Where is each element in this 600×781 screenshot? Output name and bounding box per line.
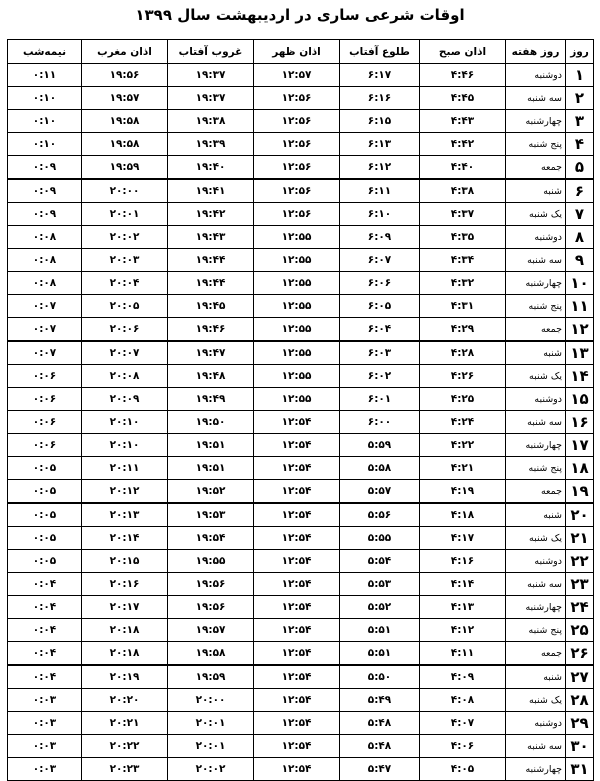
- cell-sunrise: ۵:۵۱: [340, 619, 420, 642]
- column-header-day: روز: [566, 40, 594, 64]
- cell-dhuhr: ۱۲:۵۴: [254, 758, 340, 781]
- cell-weekday: شنبه: [506, 503, 566, 527]
- cell-day: ۳۰: [566, 735, 594, 758]
- cell-weekday: پنج شنبه: [506, 619, 566, 642]
- cell-day: ۱۳: [566, 341, 594, 365]
- cell-sunset: ۱۹:۳۹: [168, 133, 254, 156]
- cell-maghrib: ۲۰:۰۲: [82, 226, 168, 249]
- cell-dhuhr: ۱۲:۵۶: [254, 203, 340, 226]
- cell-fajr: ۴:۰۷: [420, 712, 506, 735]
- cell-weekday: چهارشنبه: [506, 272, 566, 295]
- cell-sunset: ۱۹:۴۴: [168, 249, 254, 272]
- cell-day: ۲۷: [566, 665, 594, 689]
- cell-weekday: شنبه: [506, 341, 566, 365]
- cell-weekday: جمعه: [506, 318, 566, 342]
- cell-weekday: شنبه: [506, 179, 566, 203]
- cell-sunrise: ۶:۰۱: [340, 388, 420, 411]
- column-header-dhuhr: اذان ظهر: [254, 40, 340, 64]
- cell-dhuhr: ۱۲:۵۴: [254, 550, 340, 573]
- cell-day: ۱۹: [566, 480, 594, 504]
- cell-midnight: ۰:۰۵: [8, 503, 82, 527]
- cell-sunset: ۱۹:۵۲: [168, 480, 254, 504]
- cell-sunrise: ۶:۰۷: [340, 249, 420, 272]
- cell-dhuhr: ۱۲:۵۶: [254, 110, 340, 133]
- cell-dhuhr: ۱۲:۵۵: [254, 365, 340, 388]
- cell-dhuhr: ۱۲:۵۴: [254, 596, 340, 619]
- cell-midnight: ۰:۰۵: [8, 527, 82, 550]
- table-row: [8, 573, 594, 596]
- cell-day: ۱۰: [566, 272, 594, 295]
- cell-midnight: ۰:۰۳: [8, 689, 82, 712]
- cell-fajr: ۴:۲۲: [420, 434, 506, 457]
- cell-weekday: چهارشنبه: [506, 434, 566, 457]
- cell-midnight: ۰:۰۹: [8, 156, 82, 180]
- cell-maghrib: ۲۰:۱۲: [82, 480, 168, 504]
- cell-maghrib: ۱۹:۵۶: [82, 64, 168, 87]
- cell-maghrib: ۲۰:۰۵: [82, 295, 168, 318]
- cell-maghrib: ۲۰:۰۸: [82, 365, 168, 388]
- cell-sunrise: ۶:۱۲: [340, 156, 420, 180]
- table-row: [8, 503, 594, 527]
- cell-fajr: ۴:۰۸: [420, 689, 506, 712]
- table-row: [8, 596, 594, 619]
- cell-maghrib: ۲۰:۰۱: [82, 203, 168, 226]
- cell-maghrib: ۲۰:۱۴: [82, 527, 168, 550]
- cell-weekday: دوشنبه: [506, 226, 566, 249]
- cell-fajr: ۴:۱۹: [420, 480, 506, 504]
- cell-sunrise: ۶:۰۲: [340, 365, 420, 388]
- table-row: [8, 689, 594, 712]
- cell-midnight: ۰:۰۴: [8, 596, 82, 619]
- cell-fajr: ۴:۱۷: [420, 527, 506, 550]
- cell-dhuhr: ۱۲:۵۴: [254, 689, 340, 712]
- cell-maghrib: ۲۰:۱۶: [82, 573, 168, 596]
- cell-sunrise: ۵:۴۸: [340, 712, 420, 735]
- cell-fajr: ۴:۴۲: [420, 133, 506, 156]
- cell-maghrib: ۲۰:۰۳: [82, 249, 168, 272]
- cell-dhuhr: ۱۲:۵۴: [254, 480, 340, 504]
- cell-day: ۶: [566, 179, 594, 203]
- cell-day: ۳: [566, 110, 594, 133]
- cell-maghrib: ۲۰:۲۳: [82, 758, 168, 781]
- cell-sunrise: ۶:۰۳: [340, 341, 420, 365]
- cell-dhuhr: ۱۲:۵۶: [254, 133, 340, 156]
- cell-fajr: ۴:۰۹: [420, 665, 506, 689]
- cell-maghrib: ۲۰:۱۸: [82, 619, 168, 642]
- cell-dhuhr: ۱۲:۵۵: [254, 226, 340, 249]
- cell-dhuhr: ۱۲:۵۵: [254, 388, 340, 411]
- cell-fajr: ۴:۳۲: [420, 272, 506, 295]
- cell-weekday: دوشنبه: [506, 64, 566, 87]
- cell-weekday: چهارشنبه: [506, 110, 566, 133]
- cell-midnight: ۰:۰۵: [8, 457, 82, 480]
- table-row: [8, 457, 594, 480]
- cell-fajr: ۴:۴۳: [420, 110, 506, 133]
- cell-day: ۲۱: [566, 527, 594, 550]
- cell-day: ۲۸: [566, 689, 594, 712]
- cell-weekday: جمعه: [506, 642, 566, 666]
- cell-midnight: ۰:۰۴: [8, 573, 82, 596]
- table-row: [8, 550, 594, 573]
- cell-day: ۱۷: [566, 434, 594, 457]
- cell-dhuhr: ۱۲:۵۶: [254, 87, 340, 110]
- cell-maghrib: ۲۰:۰۹: [82, 388, 168, 411]
- table-body: [8, 64, 594, 781]
- table-row: [8, 318, 594, 342]
- cell-maghrib: ۲۰:۰۷: [82, 341, 168, 365]
- cell-day: ۱۲: [566, 318, 594, 342]
- table-row: [8, 295, 594, 318]
- cell-fajr: ۴:۴۵: [420, 87, 506, 110]
- table-row: [8, 156, 594, 180]
- cell-dhuhr: ۱۲:۵۴: [254, 712, 340, 735]
- table-row: [8, 110, 594, 133]
- cell-sunset: ۱۹:۵۱: [168, 457, 254, 480]
- cell-day: ۲۴: [566, 596, 594, 619]
- cell-dhuhr: ۱۲:۵۴: [254, 665, 340, 689]
- cell-sunset: ۱۹:۵۵: [168, 550, 254, 573]
- cell-day: ۷: [566, 203, 594, 226]
- cell-midnight: ۰:۰۶: [8, 388, 82, 411]
- cell-dhuhr: ۱۲:۵۴: [254, 434, 340, 457]
- cell-day: ۲۰: [566, 503, 594, 527]
- cell-fajr: ۴:۱۳: [420, 596, 506, 619]
- cell-sunset: ۱۹:۴۵: [168, 295, 254, 318]
- cell-fajr: ۴:۱۴: [420, 573, 506, 596]
- cell-weekday: شنبه: [506, 665, 566, 689]
- cell-dhuhr: ۱۲:۵۶: [254, 156, 340, 180]
- cell-day: ۱۵: [566, 388, 594, 411]
- cell-dhuhr: ۱۲:۵۵: [254, 341, 340, 365]
- cell-day: ۱۱: [566, 295, 594, 318]
- cell-day: ۳۱: [566, 758, 594, 781]
- header-row: [8, 40, 594, 64]
- cell-midnight: ۰:۰۸: [8, 272, 82, 295]
- cell-weekday: پنج شنبه: [506, 133, 566, 156]
- cell-day: ۵: [566, 156, 594, 180]
- cell-dhuhr: ۱۲:۵۴: [254, 642, 340, 666]
- table-row: [8, 665, 594, 689]
- cell-fajr: ۴:۰۶: [420, 735, 506, 758]
- cell-weekday: سه شنبه: [506, 87, 566, 110]
- cell-maghrib: ۲۰:۲۰: [82, 689, 168, 712]
- cell-fajr: ۴:۲۵: [420, 388, 506, 411]
- cell-maghrib: ۲۰:۱۳: [82, 503, 168, 527]
- cell-sunset: ۱۹:۴۸: [168, 365, 254, 388]
- cell-fajr: ۴:۱۶: [420, 550, 506, 573]
- cell-midnight: ۰:۰۶: [8, 434, 82, 457]
- cell-weekday: سه شنبه: [506, 249, 566, 272]
- cell-sunrise: ۵:۴۹: [340, 689, 420, 712]
- cell-fajr: ۴:۲۴: [420, 411, 506, 434]
- page-title: اوقات شرعی ساری در اردیبهشت سال ۱۳۹۹: [135, 6, 465, 24]
- cell-midnight: ۰:۰۵: [8, 550, 82, 573]
- cell-sunset: ۱۹:۵۰: [168, 411, 254, 434]
- cell-sunset: ۱۹:۴۷: [168, 341, 254, 365]
- cell-sunrise: ۵:۵۶: [340, 503, 420, 527]
- cell-midnight: ۰:۱۱: [8, 64, 82, 87]
- table-row: [8, 480, 594, 504]
- table-row: [8, 87, 594, 110]
- cell-sunrise: ۵:۵۸: [340, 457, 420, 480]
- cell-sunrise: ۵:۵۴: [340, 550, 420, 573]
- cell-maghrib: ۲۰:۱۰: [82, 411, 168, 434]
- cell-sunset: ۱۹:۴۹: [168, 388, 254, 411]
- table-header: [8, 40, 594, 64]
- column-header-sunset: غروب آفتاب: [168, 40, 254, 64]
- cell-dhuhr: ۱۲:۵۴: [254, 411, 340, 434]
- table-row: [8, 735, 594, 758]
- cell-fajr: ۴:۳۷: [420, 203, 506, 226]
- table-row: [8, 411, 594, 434]
- cell-sunset: ۱۹:۴۱: [168, 179, 254, 203]
- cell-weekday: دوشنبه: [506, 550, 566, 573]
- cell-dhuhr: ۱۲:۵۴: [254, 527, 340, 550]
- cell-sunrise: ۵:۵۳: [340, 573, 420, 596]
- cell-maghrib: ۲۰:۲۲: [82, 735, 168, 758]
- table-row: [8, 388, 594, 411]
- cell-day: ۲۶: [566, 642, 594, 666]
- cell-dhuhr: ۱۲:۵۴: [254, 735, 340, 758]
- cell-midnight: ۰:۰۸: [8, 249, 82, 272]
- cell-fajr: ۴:۳۵: [420, 226, 506, 249]
- cell-dhuhr: ۱۲:۵۵: [254, 249, 340, 272]
- cell-fajr: ۴:۱۱: [420, 642, 506, 666]
- cell-sunset: ۱۹:۴۲: [168, 203, 254, 226]
- cell-fajr: ۴:۳۴: [420, 249, 506, 272]
- cell-sunset: ۱۹:۵۳: [168, 503, 254, 527]
- table-row: [8, 619, 594, 642]
- cell-weekday: پنج شنبه: [506, 295, 566, 318]
- cell-weekday: دوشنبه: [506, 712, 566, 735]
- prayer-times-table: [7, 39, 594, 781]
- cell-sunrise: ۵:۵۰: [340, 665, 420, 689]
- cell-maghrib: ۲۰:۱۰: [82, 434, 168, 457]
- cell-fajr: ۴:۲۶: [420, 365, 506, 388]
- cell-weekday: پنج شنبه: [506, 457, 566, 480]
- table-row: [8, 249, 594, 272]
- cell-weekday: یک شنبه: [506, 203, 566, 226]
- cell-dhuhr: ۱۲:۵۴: [254, 573, 340, 596]
- cell-midnight: ۰:۰۷: [8, 341, 82, 365]
- cell-maghrib: ۱۹:۵۹: [82, 156, 168, 180]
- cell-fajr: ۴:۲۸: [420, 341, 506, 365]
- cell-sunset: ۱۹:۵۶: [168, 596, 254, 619]
- column-header-fajr: اذان صبح: [420, 40, 506, 64]
- cell-sunrise: ۶:۰۵: [340, 295, 420, 318]
- cell-midnight: ۰:۰۸: [8, 226, 82, 249]
- column-header-sunrise: طلوع آفتاب: [340, 40, 420, 64]
- cell-sunrise: ۶:۱۷: [340, 64, 420, 87]
- cell-sunset: ۱۹:۴۰: [168, 156, 254, 180]
- cell-fajr: ۴:۳۱: [420, 295, 506, 318]
- cell-sunrise: ۶:۰۹: [340, 226, 420, 249]
- cell-midnight: ۰:۰۷: [8, 295, 82, 318]
- table-row: [8, 226, 594, 249]
- table-row: [8, 179, 594, 203]
- cell-midnight: ۰:۰۷: [8, 318, 82, 342]
- cell-weekday: جمعه: [506, 480, 566, 504]
- cell-sunrise: ۶:۱۱: [340, 179, 420, 203]
- cell-maghrib: ۲۰:۱۹: [82, 665, 168, 689]
- cell-sunset: ۲۰:۰۲: [168, 758, 254, 781]
- cell-midnight: ۰:۱۰: [8, 87, 82, 110]
- cell-dhuhr: ۱۲:۵۵: [254, 295, 340, 318]
- table-row: [8, 712, 594, 735]
- cell-fajr: ۴:۲۹: [420, 318, 506, 342]
- cell-weekday: چهارشنبه: [506, 596, 566, 619]
- cell-sunset: ۱۹:۳۷: [168, 87, 254, 110]
- cell-dhuhr: ۱۲:۵۴: [254, 619, 340, 642]
- cell-midnight: ۰:۰۴: [8, 619, 82, 642]
- cell-dhuhr: ۱۲:۵۴: [254, 503, 340, 527]
- cell-weekday: جمعه: [506, 156, 566, 180]
- cell-dhuhr: ۱۲:۵۶: [254, 179, 340, 203]
- cell-day: ۱۸: [566, 457, 594, 480]
- cell-sunset: ۱۹:۵۸: [168, 642, 254, 666]
- cell-sunset: ۲۰:۰۰: [168, 689, 254, 712]
- cell-midnight: ۰:۰۴: [8, 642, 82, 666]
- cell-day: ۸: [566, 226, 594, 249]
- table-row: [8, 527, 594, 550]
- cell-dhuhr: ۱۲:۵۷: [254, 64, 340, 87]
- cell-sunrise: ۵:۵۹: [340, 434, 420, 457]
- cell-sunrise: ۶:۱۶: [340, 87, 420, 110]
- cell-weekday: دوشنبه: [506, 388, 566, 411]
- cell-fajr: ۴:۳۸: [420, 179, 506, 203]
- cell-sunset: ۱۹:۳۸: [168, 110, 254, 133]
- cell-day: ۲۵: [566, 619, 594, 642]
- cell-sunrise: ۵:۵۷: [340, 480, 420, 504]
- cell-sunset: ۱۹:۵۶: [168, 573, 254, 596]
- cell-fajr: ۴:۰۵: [420, 758, 506, 781]
- cell-sunset: ۱۹:۴۶: [168, 318, 254, 342]
- cell-day: ۲۲: [566, 550, 594, 573]
- cell-sunset: ۲۰:۰۱: [168, 735, 254, 758]
- cell-sunset: ۱۹:۳۷: [168, 64, 254, 87]
- table-row: [8, 365, 594, 388]
- cell-sunrise: ۶:۱۳: [340, 133, 420, 156]
- cell-midnight: ۰:۱۰: [8, 133, 82, 156]
- cell-midnight: ۰:۰۹: [8, 179, 82, 203]
- cell-sunrise: ۶:۰۶: [340, 272, 420, 295]
- cell-sunrise: ۶:۱۰: [340, 203, 420, 226]
- cell-weekday: سه شنبه: [506, 411, 566, 434]
- cell-fajr: ۴:۴۶: [420, 64, 506, 87]
- cell-sunrise: ۶:۱۵: [340, 110, 420, 133]
- cell-fajr: ۴:۲۱: [420, 457, 506, 480]
- table-row: [8, 272, 594, 295]
- cell-weekday: یک شنبه: [506, 689, 566, 712]
- cell-weekday: سه شنبه: [506, 735, 566, 758]
- table-row: [8, 434, 594, 457]
- cell-sunset: ۱۹:۵۱: [168, 434, 254, 457]
- cell-maghrib: ۱۹:۵۸: [82, 110, 168, 133]
- cell-midnight: ۰:۰۹: [8, 203, 82, 226]
- table-row: [8, 64, 594, 87]
- cell-dhuhr: ۱۲:۵۵: [254, 318, 340, 342]
- cell-midnight: ۰:۱۰: [8, 110, 82, 133]
- cell-maghrib: ۲۰:۱۱: [82, 457, 168, 480]
- cell-maghrib: ۱۹:۵۷: [82, 87, 168, 110]
- table-row: [8, 341, 594, 365]
- cell-maghrib: ۲۰:۰۴: [82, 272, 168, 295]
- cell-maghrib: ۲۰:۱۸: [82, 642, 168, 666]
- cell-day: ۴: [566, 133, 594, 156]
- cell-sunset: ۱۹:۴۴: [168, 272, 254, 295]
- cell-sunrise: ۵:۵۱: [340, 642, 420, 666]
- table-row: [8, 133, 594, 156]
- cell-midnight: ۰:۰۳: [8, 712, 82, 735]
- cell-day: ۹: [566, 249, 594, 272]
- table-row: [8, 758, 594, 781]
- cell-fajr: ۴:۱۲: [420, 619, 506, 642]
- cell-day: ۱۶: [566, 411, 594, 434]
- cell-sunrise: ۵:۴۷: [340, 758, 420, 781]
- cell-maghrib: ۱۹:۵۸: [82, 133, 168, 156]
- cell-day: ۲۹: [566, 712, 594, 735]
- cell-weekday: چهارشنبه: [506, 758, 566, 781]
- cell-fajr: ۴:۴۰: [420, 156, 506, 180]
- cell-midnight: ۰:۰۵: [8, 480, 82, 504]
- cell-sunrise: ۵:۴۸: [340, 735, 420, 758]
- cell-maghrib: ۲۰:۰۰: [82, 179, 168, 203]
- column-header-weekday: روز هفته: [506, 40, 566, 64]
- cell-sunset: ۲۰:۰۱: [168, 712, 254, 735]
- cell-midnight: ۰:۰۶: [8, 365, 82, 388]
- cell-midnight: ۰:۰۶: [8, 411, 82, 434]
- cell-sunrise: ۵:۵۲: [340, 596, 420, 619]
- cell-maghrib: ۲۰:۲۱: [82, 712, 168, 735]
- cell-day: ۱۴: [566, 365, 594, 388]
- cell-sunset: ۱۹:۵۷: [168, 619, 254, 642]
- cell-midnight: ۰:۰۳: [8, 758, 82, 781]
- cell-day: ۱: [566, 64, 594, 87]
- cell-weekday: سه شنبه: [506, 573, 566, 596]
- cell-maghrib: ۲۰:۱۷: [82, 596, 168, 619]
- cell-maghrib: ۲۰:۰۶: [82, 318, 168, 342]
- cell-weekday: یک شنبه: [506, 527, 566, 550]
- table-row: [8, 203, 594, 226]
- column-header-midnight: نیمه‌شب: [8, 40, 82, 64]
- cell-midnight: ۰:۰۴: [8, 665, 82, 689]
- table-row: [8, 642, 594, 666]
- cell-sunset: ۱۹:۵۴: [168, 527, 254, 550]
- cell-sunrise: ۶:۰۴: [340, 318, 420, 342]
- cell-day: ۲: [566, 87, 594, 110]
- cell-sunset: ۱۹:۴۳: [168, 226, 254, 249]
- cell-sunrise: ۵:۵۵: [340, 527, 420, 550]
- cell-day: ۲۳: [566, 573, 594, 596]
- cell-midnight: ۰:۰۳: [8, 735, 82, 758]
- cell-fajr: ۴:۱۸: [420, 503, 506, 527]
- column-header-maghrib: اذان مغرب: [82, 40, 168, 64]
- cell-weekday: یک شنبه: [506, 365, 566, 388]
- cell-dhuhr: ۱۲:۵۵: [254, 272, 340, 295]
- cell-sunrise: ۶:۰۰: [340, 411, 420, 434]
- cell-maghrib: ۲۰:۱۵: [82, 550, 168, 573]
- cell-dhuhr: ۱۲:۵۴: [254, 457, 340, 480]
- cell-sunset: ۱۹:۵۹: [168, 665, 254, 689]
